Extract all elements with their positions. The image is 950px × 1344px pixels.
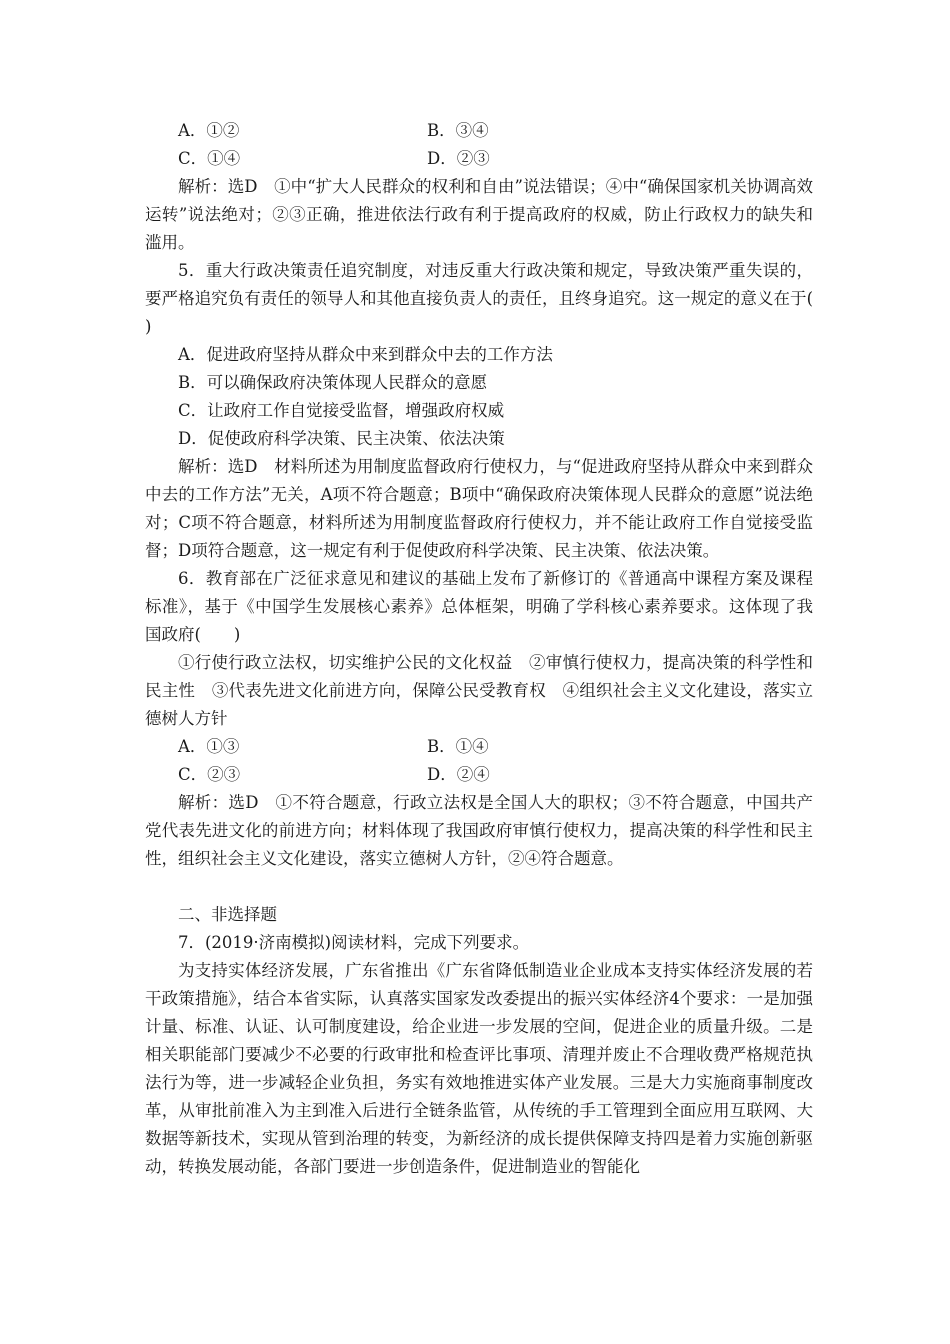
q6-analysis: 解析：选D ①不符合题意，行政立法权是全国人大的职权；③不符合题意，中国共产党代表先进文化的前进方向；材料体现了我国政府审慎行使权力，提高决策的科学性和民主性，组织社会主义文化建设，落实立德树人方针，②④符合题意。 [145, 793, 813, 868]
q6-stem: 6．教育部在广泛征求意见和建议的基础上发布了新修订的《普通高中课程方案及课程标准》，基于《中国学生发展核心素养》总体框架，明确了学科核心素养要求。这体现了我国政府( ) [145, 569, 813, 644]
q4-option-b: B．③④ [427, 121, 489, 140]
q6-options-row-1 [145, 733, 813, 761]
q4-option-d: D．②③ [427, 149, 490, 168]
q4-option-a: A．①② [178, 121, 240, 140]
q7-stem: 7．(2019·济南模拟)阅读材料，完成下列要求。 [178, 933, 530, 952]
q4-option-c: C．①④ [178, 149, 241, 168]
section-heading: 二、非选择题 [178, 905, 277, 924]
q5-option-c: C．让政府工作自觉接受监督，增强政府权威 [178, 401, 505, 420]
q5-option-a: A．促进政府坚持从群众中来到群众中去的工作方法 [178, 345, 553, 364]
document-page [145, 117, 846, 1181]
q6-option-a: A．①③ [178, 737, 240, 756]
q5-option-d: D．促使政府科学决策、民主决策、依法决策 [178, 429, 505, 448]
q5-analysis: 解析：选D 材料所述为用制度监督政府行使权力，与“促进政府坚持从群众中来到群众中去的工作方法”无关，A项不符合题意；B项中“确保政府决策体现人民群众的意愿”说法绝对；C项不符合题意，材料所述为用制度监督政府行使权力，并不能让政府工作自觉接受监督；D项符合题意，这一规定有利于促使政府科学决策、民主决策、依法决策。 [145, 457, 813, 560]
q4-options-row-2 [145, 145, 813, 173]
q6-options-row-2 [145, 761, 813, 789]
q4-options-row-1 [145, 117, 813, 145]
q5-stem: 5．重大行政决策责任追究制度，对违反重大行政决策和规定，导致决策严重失误的，要严格追究负有责任的领导人和其他直接负责人的责任，且终身追究。这一规定的意义在于( ) [145, 261, 846, 336]
q6-items: ①行使行政立法权，切实维护公民的文化权益 ②审慎行使权力，提高决策的科学性和民主性 ③代表先进文化前进方向，保障公民受教育权 ④组织社会主义文化建设，落实立德树人方针 [145, 653, 813, 728]
q4-analysis: 解析：选D ①中“扩大人民群众的权利和自由”说法错误；④中“确保国家机关协调高效运转”说法绝对；②③正确，推进依法行政有利于提高政府的权威，防止行政权力的缺失和滥用。 [145, 177, 813, 252]
q6-option-b: B．①④ [427, 737, 489, 756]
q5-option-b: B．可以确保政府决策体现人民群众的意愿 [178, 373, 488, 392]
q6-option-d: D．②④ [427, 765, 490, 784]
q6-option-c: C．②③ [178, 765, 241, 784]
q7-material: 为支持实体经济发展，广东省推出《广东省降低制造业企业成本支持实体经济发展的若干政策措施》，结合本省实际，认真落实国家发改委提出的振兴实体经济4个要求：一是加强计量、标准、认证、认可制度建设，给企业进一步发展的空间，促进企业的质量升级。二是相关职能部门要减少不必要的行政审批和检查评比事项、清理并废止不合理收费严格规范执法行为等，进一步减轻企业负担，务实有效地推进实体产业发展。三是大力实施商事制度改革，从审批前准入为主到准入后进行全链条监管，从传统的手工管理到全面应用互联网、大数据等新技术，实现从管到治理的转变，为新经济的成长提供保障支持四是着力实施创新驱动，转换发展动能，各部门要进一步创造条件，促进制造业的智能化 [145, 961, 813, 1176]
